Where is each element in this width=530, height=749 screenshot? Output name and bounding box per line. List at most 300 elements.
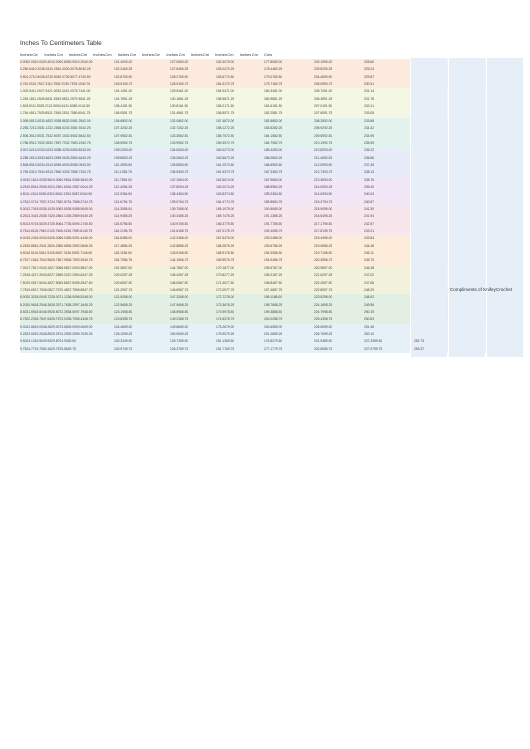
value-cell: 157.4872.00 bbox=[216, 118, 235, 123]
value-cell: 244.48 bbox=[364, 243, 375, 248]
value-cell: 226.7099.25 bbox=[314, 331, 333, 336]
value-cell: 192.4085.75 bbox=[264, 229, 283, 234]
value-cell: 111.1353.75 bbox=[114, 170, 132, 175]
value-cell: 135.2663.25 bbox=[170, 155, 189, 160]
value-cell: 153.6770.50 bbox=[216, 74, 235, 79]
header-cell: Cm bbox=[154, 53, 161, 57]
inches-cm-cell: 9.0022.8619.0048.2629.0073.6639.0099.0649.00 bbox=[20, 324, 93, 329]
inches-cm-cell: 5.7514.6115.7540.0125.7565.4135.7590.8145.75 bbox=[20, 229, 93, 234]
table-row bbox=[20, 170, 510, 175]
table-row bbox=[20, 207, 510, 212]
value-cell: 203.8290.25 bbox=[314, 67, 333, 72]
header-cell: Cm bbox=[227, 53, 234, 57]
value-cell: 206.3891.25 bbox=[314, 96, 333, 101]
value-cell: 211.4693.25 bbox=[314, 155, 333, 160]
value-cell: 177.1779.75 bbox=[264, 346, 283, 351]
value-cell: 238.76 bbox=[364, 177, 375, 182]
value-cell: 105.4151.50 bbox=[114, 104, 133, 109]
value-cell: 187.3383.75 bbox=[264, 170, 283, 175]
value-cell: 224.7998.50 bbox=[314, 309, 333, 314]
inches-cm-cell: 1.754.4511.7529.8521.7555.2531.7580.6541.75 bbox=[20, 111, 91, 116]
header-cell: Cm bbox=[32, 53, 39, 57]
value-cell: 219.0896.25 bbox=[314, 243, 333, 248]
value-cell: 179.7180.75 bbox=[264, 82, 283, 87]
inches-cm-cell: 4.0010.1614.0035.5624.0060.9634.0086.3644.00 bbox=[20, 177, 93, 182]
value-cell: 133.9962.75 bbox=[170, 140, 189, 145]
inches-cm-cell: 6.0015.2416.0040.6426.0066.0436.0091.4446.00 bbox=[20, 236, 93, 241]
inches-cm-cell: 0.751.9110.7527.3110.7552.7030.7578.1040.75 bbox=[20, 82, 91, 87]
value-cell: 191.7785.50 bbox=[264, 221, 283, 226]
value-cell: 147.3268.00 bbox=[170, 295, 189, 300]
value-cell: 186.6983.50 bbox=[264, 162, 283, 167]
inches-cm-cell: 0.250.6410.2036.0410.2551.4030.2076.8040.25 bbox=[20, 67, 91, 72]
value-cell: 104.1451.00 bbox=[114, 89, 133, 94]
value-cell: 154.3170.75 bbox=[216, 82, 235, 87]
table-row bbox=[20, 141, 510, 146]
value-cell: 120.0257.25 bbox=[114, 273, 133, 278]
value-cell: 126.3759.75 bbox=[170, 346, 189, 351]
value-cell: 252.10 bbox=[364, 331, 375, 336]
value-cell: 217.1795.50 bbox=[314, 221, 333, 226]
value-cell: 230.51 bbox=[364, 82, 375, 87]
value-cell: 142.8866.25 bbox=[170, 243, 189, 248]
value-cell: 151.1369.50 bbox=[216, 339, 235, 344]
value-cell: 165.1075.00 bbox=[216, 207, 235, 211]
value-cell: 189.8684.75 bbox=[264, 199, 283, 204]
value-cell: 170.1877.00 bbox=[216, 265, 235, 270]
value-cell: 208.9292.25 bbox=[314, 126, 333, 131]
value-cell: 151.7769.75 bbox=[216, 346, 235, 351]
value-cell: 195.5787.00 bbox=[264, 265, 283, 270]
value-cell: 132.7262.25 bbox=[170, 126, 189, 131]
table-header-row bbox=[20, 53, 510, 58]
value-cell: 145.4267.25 bbox=[170, 273, 189, 278]
header-cell: Cm bbox=[251, 53, 259, 57]
value-cell: 122.5658.25 bbox=[114, 302, 133, 307]
table-row bbox=[20, 325, 510, 330]
value-cell: 234.95 bbox=[364, 133, 375, 138]
value-cell: 164.4774.75 bbox=[216, 199, 235, 204]
value-cell: 158.7572.50 bbox=[216, 133, 235, 138]
value-cell: 205.7491.00 bbox=[314, 89, 333, 94]
value-cell: 179.0780.50 bbox=[264, 74, 283, 79]
value-cell: 106.0551.75 bbox=[114, 111, 133, 116]
header-cell: Cm bbox=[178, 53, 185, 57]
value-cell: 183.5282.25 bbox=[264, 126, 283, 131]
value-cell: 128.2760.50 bbox=[170, 74, 189, 79]
value-cell: 152.4070.00 bbox=[216, 60, 235, 64]
inches-cm-cell: 9.5024.1319.5049.5329.5074.9339.50 bbox=[20, 339, 76, 344]
table-row bbox=[20, 229, 510, 234]
table-row bbox=[20, 295, 510, 300]
value-cell: 100.3349.50 bbox=[114, 339, 133, 344]
inches-cm-cell: 7.2518.4217.2543.8227.2569.2237.2594.6247.25 bbox=[20, 273, 93, 278]
value-cell: 219.7196.50 bbox=[314, 251, 333, 256]
inches-cm-cell: 4.2510.8014.2536.2024.2561.6034.2587.0044.25 bbox=[20, 184, 93, 189]
header-cell: Inches bbox=[93, 53, 105, 57]
value-cell: 148.5968.50 bbox=[170, 309, 189, 314]
value-cell: 121.9258.00 bbox=[114, 295, 133, 300]
value-cell: 187.9684.00 bbox=[264, 177, 283, 182]
inches-cm-cell: 3.007.6213.0033.0223.0058.4233.0083.8243.00 bbox=[20, 148, 91, 153]
value-cell: 240.67 bbox=[364, 199, 375, 204]
value-cell: 201.9389.50 bbox=[314, 339, 333, 344]
value-cell: 239.40 bbox=[364, 184, 375, 189]
header-cell: Cm bbox=[129, 53, 137, 57]
value-cell: 102.2460.25 bbox=[114, 67, 133, 72]
value-cell: 241.94 bbox=[364, 214, 375, 219]
value-cell: 191.1385.25 bbox=[264, 214, 283, 219]
value-cell: 223.5298.00 bbox=[314, 295, 333, 300]
header-cell: Inches bbox=[142, 53, 154, 57]
value-cell: 161.9373.75 bbox=[216, 170, 235, 175]
value-cell: 215.2794.75 bbox=[314, 199, 333, 204]
table-row bbox=[20, 192, 510, 197]
value-cell: 247.02 bbox=[364, 273, 375, 278]
table-row bbox=[20, 97, 510, 102]
value-cell: 104.7851.25 bbox=[114, 96, 133, 101]
table-row bbox=[20, 332, 510, 337]
value-cell: 185.4283.00 bbox=[264, 148, 283, 153]
inches-cm-cell: 7.5019.0517.5044.4527.5069.8537.5095.2547.50 bbox=[20, 280, 93, 285]
value-cell: 208.2892.00 bbox=[314, 118, 333, 123]
value-cell: 233.05 bbox=[364, 111, 375, 116]
inches-cm-cell: 1.002.5411.0027.9421.0053.3431.0078.7441.00 bbox=[20, 89, 91, 94]
value-cell: 180.3481.00 bbox=[264, 89, 283, 94]
value-cell: 110.4953.50 bbox=[114, 162, 133, 167]
value-cell: 226.0699.00 bbox=[314, 324, 333, 329]
value-cell: 139.7065.00 bbox=[170, 207, 189, 211]
value-cell: 175.2679.00 bbox=[216, 324, 235, 329]
value-cell: 199.3888.50 bbox=[264, 309, 283, 314]
value-cell: 166.3775.50 bbox=[216, 221, 235, 226]
table-row bbox=[20, 126, 510, 131]
value-cell: 234.32 bbox=[364, 126, 375, 131]
value-cell: 251.46 bbox=[364, 324, 375, 329]
value-cell: 168.2876.25 bbox=[216, 243, 235, 248]
value-cell: 241.30 bbox=[364, 207, 375, 211]
value-cell: 194.9486.75 bbox=[264, 258, 283, 263]
value-cell: 246.38 bbox=[364, 265, 375, 270]
value-cell: 150.5069.25 bbox=[170, 331, 189, 336]
header-cell: Cm bbox=[203, 53, 210, 57]
value-cell: 140.3465.25 bbox=[170, 214, 189, 219]
value-cell: 153.0470.25 bbox=[216, 67, 235, 72]
value-cell: 146.0567.50 bbox=[170, 280, 189, 285]
table-row bbox=[20, 339, 510, 344]
page-title: Inches To Centimeters Table bbox=[20, 40, 102, 47]
value-cell: 160.6673.25 bbox=[216, 155, 235, 160]
value-cell: 137.1664.00 bbox=[170, 177, 189, 182]
table-row bbox=[20, 222, 510, 227]
value-cell: 131.4561.75 bbox=[170, 111, 189, 116]
inches-cm-cell: 3.258.2613.2533.6623.2559.0633.2584.4643.25 bbox=[20, 155, 91, 160]
value-cell: 214.0094.25 bbox=[314, 184, 333, 189]
inches-cm-cell: 2.756.9912.7532.3932.7557.7932.7583.1942.75 bbox=[20, 140, 91, 145]
table-row bbox=[20, 185, 510, 190]
value-cell: 215.9095.00 bbox=[314, 207, 333, 211]
value-cell: 132.0862.00 bbox=[170, 118, 189, 123]
table-row bbox=[20, 134, 510, 139]
table-row bbox=[20, 60, 510, 65]
value-cell: 217.8195.75 bbox=[314, 229, 333, 234]
value-cell: 149.8669.00 bbox=[170, 324, 189, 329]
value-cell: 247.65 bbox=[364, 280, 375, 285]
value-cell: 114.3055.00 bbox=[114, 207, 133, 211]
value-cell: 194.3086.50 bbox=[264, 251, 283, 256]
value-cell: 107.3252.25 bbox=[114, 126, 133, 131]
value-cell: 144.1566.75 bbox=[170, 258, 189, 263]
value-cell: 141.6165.75 bbox=[170, 229, 189, 234]
value-cell: 184.1582.50 bbox=[264, 133, 283, 138]
value-cell: 171.4577.50 bbox=[216, 280, 235, 285]
value-cell: 117.4856.25 bbox=[114, 243, 133, 248]
inches-cm-cell: 8.5021.5918.5046.9928.5072.3938.5097.7948.50 bbox=[20, 309, 93, 314]
table-row bbox=[20, 163, 510, 168]
inches-cm-cell: 8.0020.3218.0045.7228.0071.1238.0096.5248.00 bbox=[20, 295, 93, 300]
value-cell: 154.9471.00 bbox=[216, 89, 235, 94]
value-cell: 175.9079.25 bbox=[216, 331, 235, 336]
value-cell: 162.5674.00 bbox=[216, 177, 235, 182]
table-row bbox=[20, 281, 510, 286]
value-cell: 169.5576.75 bbox=[216, 258, 235, 263]
header-cell: Cm bbox=[56, 53, 63, 57]
header-cell: Cm bbox=[105, 53, 112, 57]
value-cell: 204.4690.50 bbox=[314, 74, 333, 79]
table-row bbox=[20, 200, 510, 205]
value-cell: 147.9668.25 bbox=[170, 302, 189, 307]
value-cell: 238.13 bbox=[364, 170, 375, 175]
table-row bbox=[20, 236, 510, 241]
value-cell: 189.2384.50 bbox=[264, 192, 283, 197]
value-cell: 188.5984.25 bbox=[264, 184, 283, 189]
value-cell: 198.7688.25 bbox=[264, 302, 283, 307]
conversion-table bbox=[20, 53, 510, 357]
value-cell: 118.7556.75 bbox=[114, 258, 133, 263]
value-cell: 156.8571.75 bbox=[216, 111, 235, 116]
value-cell: 143.5166.50 bbox=[170, 251, 189, 256]
header-cell: Inches bbox=[44, 53, 57, 57]
value-cell: 156.2171.50 bbox=[216, 104, 235, 109]
value-cell: 159.3972.75 bbox=[216, 140, 235, 145]
value-cell: 155.5871.25 bbox=[216, 96, 235, 101]
value-cell: 190.5080.00 bbox=[264, 207, 283, 211]
inches-cm-cell: 0.501.2710.5026.6720.5052.0730.5077.4740.50 bbox=[20, 74, 91, 79]
table-row bbox=[20, 148, 510, 153]
value-cell: 139.0764.75 bbox=[170, 199, 189, 204]
inches-cm-cell: 2.255.7212.2531.1222.2556.5232.2581.9242.25 bbox=[20, 126, 91, 131]
value-cell: 207.6591.75 bbox=[314, 111, 333, 116]
value-cell: 235.59 bbox=[364, 140, 375, 145]
table-row bbox=[20, 266, 510, 271]
value-cell: 163.8374.50 bbox=[216, 192, 235, 197]
value-cell: 130.8161.50 bbox=[170, 104, 189, 109]
value-cell: 227.3399.50 bbox=[364, 339, 383, 344]
value-cell: 196.2187.25 bbox=[264, 273, 283, 278]
value-cell: 168.9176.50 bbox=[216, 251, 235, 256]
value-cell: 225.4398.75 bbox=[314, 317, 333, 322]
value-cell: 121.2957.75 bbox=[114, 287, 133, 292]
value-cell: 107.9552.50 bbox=[114, 133, 133, 138]
value-cell: 167.6476.00 bbox=[216, 236, 235, 241]
credit-text: Compliments of KnifeyCrochet bbox=[449, 287, 512, 292]
value-cell: 250.83 bbox=[364, 317, 375, 322]
value-cell: 249.56 bbox=[364, 302, 375, 307]
value-cell: 101.4000.00 bbox=[114, 60, 133, 64]
value-cell: 197.4887.75 bbox=[264, 287, 283, 292]
table-row bbox=[20, 347, 510, 352]
value-cell: 220.3596.75 bbox=[314, 258, 333, 263]
value-cell: 213.3694.00 bbox=[314, 177, 333, 182]
value-cell: 129.5461.00 bbox=[170, 89, 189, 94]
value-cell: 181.6181.50 bbox=[264, 104, 283, 109]
value-cell: 112.4054.25 bbox=[114, 184, 133, 189]
value-cell: 137.8054.25 bbox=[170, 184, 189, 189]
value-cell: 102.8750.50 bbox=[114, 74, 133, 79]
value-cell: 222.8997.75 bbox=[314, 287, 333, 292]
header-cell: Inches bbox=[166, 53, 179, 57]
inches-cm-cell: 4.7512.0714.7537.4724.7562.8734.7588.2744.75 bbox=[20, 199, 93, 204]
value-cell: 144.7867.00 bbox=[170, 265, 189, 270]
value-cell: 227.9799.75 bbox=[364, 346, 383, 351]
value-cell: 127.6460.25 bbox=[170, 67, 189, 72]
value-cell: 245.11 bbox=[364, 251, 374, 256]
inches-cm-cell: 5.2513.3415.2538.7425.2564.1435.2589.5445.25 bbox=[20, 214, 93, 219]
value-cell: 158.1272.25 bbox=[216, 126, 235, 131]
value-cell: 106.6852.00 bbox=[114, 118, 133, 123]
value-cell: 203.1990.00 bbox=[314, 60, 333, 64]
value-cell: 172.7278.00 bbox=[216, 295, 235, 300]
value-cell: 182.8882.00 bbox=[264, 118, 283, 123]
value-cell: 186.0683.25 bbox=[264, 155, 283, 160]
value-cell: 236.86 bbox=[364, 155, 375, 160]
value-cell: 176.5379.50 bbox=[264, 339, 283, 344]
header-cell: Inches bbox=[239, 53, 252, 57]
table-row bbox=[20, 82, 510, 87]
header-cell: Inches bbox=[68, 53, 81, 57]
inches-cm-cell: 9.2523.5019.2548.8929.2574.2939.2599.7049.25 bbox=[20, 331, 93, 336]
table-row bbox=[20, 317, 510, 322]
value-cell: 120.6557.50 bbox=[114, 280, 133, 285]
value-cell: 125.7359.50 bbox=[170, 339, 189, 344]
value-cell: 116.8456.00 bbox=[114, 236, 133, 241]
value-cell: 172.0977.75 bbox=[216, 287, 235, 292]
value-cell: 127.0560.00 bbox=[170, 60, 189, 64]
inches-cm-cell: 5.0012.7015.0038.1025.0063.5035.0088.9045.00 bbox=[20, 207, 93, 211]
value-cell: 173.9978.50 bbox=[216, 309, 235, 314]
value-cell: 140.9765.50 bbox=[170, 221, 189, 226]
inches-cm-cell: 7.7519.6917.7545.0827.7570.4837.7595.8947.75 bbox=[20, 287, 93, 292]
value-cell: 135.8963.50 bbox=[170, 162, 189, 167]
value-cell: 202.5089.75 bbox=[314, 346, 333, 351]
value-cell: 200.0288.75 bbox=[264, 317, 283, 322]
value-cell: 212.0993.50 bbox=[314, 162, 333, 167]
value-cell: 170.8277.25 bbox=[216, 273, 235, 278]
value-cell: 160.0273.00 bbox=[216, 148, 235, 153]
value-cell: 114.9455.25 bbox=[114, 214, 133, 219]
value-cell: 109.2253.00 bbox=[114, 148, 133, 153]
inches-cm-cell: 6.7517.1516.7542.5526.7567.9536.7593.3546.75 bbox=[20, 258, 93, 263]
table-row bbox=[20, 310, 510, 315]
value-cell: 136.5363.75 bbox=[170, 170, 189, 175]
value-cell: 242.57 bbox=[364, 221, 375, 226]
value-cell: 210.1992.75 bbox=[314, 140, 333, 145]
inches-cm-cell: 3.759.5313.7534.9313.7560.3333.7585.7343.75 bbox=[20, 170, 91, 175]
value-cell: 119.3857.00 bbox=[114, 265, 133, 270]
value-cell: 130.1861.25 bbox=[170, 96, 189, 101]
value-cell: 218.4496.00 bbox=[314, 236, 333, 241]
value-cell: 248.29 bbox=[364, 287, 375, 292]
value-cell: 198.1188.00 bbox=[264, 295, 283, 300]
value-cell: 201.2889.25 bbox=[264, 331, 283, 336]
header-cell: Inches bbox=[20, 53, 32, 57]
value-cell: 115.5755.50 bbox=[114, 221, 133, 226]
value-cell: 134.6263.00 bbox=[170, 148, 189, 153]
value-cell: 113.6754.75 bbox=[114, 199, 133, 204]
value-cell: 237.49 bbox=[364, 162, 375, 167]
inches-cm-cell: 2.005.0812.0030.4822.0055.8832.0081.2842.00 bbox=[20, 118, 91, 123]
inches-cm-cell: 8.2020.9618.2546.3628.2571.7638.2597.1648.25 bbox=[20, 302, 93, 307]
inches-cm-cell: 5.5013.9715.5039.3725.5064.7735.5090.1745.50 bbox=[20, 221, 93, 226]
table-row bbox=[20, 244, 510, 249]
value-cell: 220.9897.00 bbox=[314, 265, 333, 270]
value-cell: 253.37 bbox=[414, 346, 425, 351]
value-cell: 228.60 bbox=[364, 60, 375, 64]
value-cell: 233.68 bbox=[364, 118, 375, 123]
value-cell: 146.6967.75 bbox=[170, 287, 189, 292]
value-cell: 196.8487.50 bbox=[264, 280, 283, 285]
inches-cm-cell: 6.2515.8816.2541.2826.2566.6836.2592.0846.25 bbox=[20, 243, 93, 248]
value-cell: 173.3678.25 bbox=[216, 302, 235, 307]
value-cell: 243.21 bbox=[364, 229, 375, 234]
table-row bbox=[20, 156, 510, 161]
value-cell: 221.6297.25 bbox=[314, 273, 333, 278]
value-cell: 149.2368.75 bbox=[170, 317, 189, 322]
value-cell: 111.7654.00 bbox=[114, 177, 132, 182]
value-cell: 216.5495.25 bbox=[314, 214, 333, 219]
value-cell: 177.8080.00 bbox=[264, 60, 283, 64]
value-cell: 108.5952.75 bbox=[114, 140, 133, 145]
value-cell: 214.6394.50 bbox=[314, 192, 333, 197]
value-cell: 207.0191.50 bbox=[314, 104, 333, 109]
inches-cm-cell: 9.7524.7719.7550.1629.7575.5639.75 bbox=[20, 346, 76, 351]
value-cell: 200.6589.00 bbox=[264, 324, 283, 329]
value-cell: 123.8358.75 bbox=[114, 317, 133, 322]
header-cell: Cm bbox=[81, 53, 88, 57]
inches-cm-cell: 6.5016.5116.5041.9126.5067.3136.5092.7146.50 bbox=[20, 251, 93, 256]
inches-cm-cell: 4.5011.4314.5036.8324.5062.2334.5087.6344.50 bbox=[20, 192, 93, 197]
value-cell: 103.5150.75 bbox=[114, 82, 133, 87]
value-cell: 125.1059.25 bbox=[114, 331, 133, 336]
value-cell: 232.41 bbox=[364, 104, 375, 109]
table-row bbox=[20, 303, 510, 308]
inches-cm-cell: 3.508.8913.5034.2913.5059.6933.5085.0943.50 bbox=[20, 162, 91, 167]
value-cell: 245.75 bbox=[364, 258, 375, 263]
value-cell: 116.2155.75 bbox=[114, 229, 133, 234]
value-cell: 231.78 bbox=[364, 96, 375, 101]
value-cell: 124.4659.00 bbox=[114, 324, 133, 329]
value-cell: 209.5592.50 bbox=[314, 133, 333, 138]
table-row bbox=[20, 75, 510, 80]
value-cell: 250.19 bbox=[364, 309, 375, 314]
value-cell: 248.92 bbox=[364, 295, 375, 300]
table-row bbox=[20, 89, 510, 94]
value-cell: 193.0486.00 bbox=[264, 236, 283, 241]
value-cell: 222.2597.50 bbox=[314, 280, 333, 285]
value-cell: 128.9160.75 bbox=[170, 82, 189, 87]
value-cell: 180.9881.25 bbox=[264, 96, 283, 101]
value-cell: 133.3562.50 bbox=[170, 133, 189, 138]
